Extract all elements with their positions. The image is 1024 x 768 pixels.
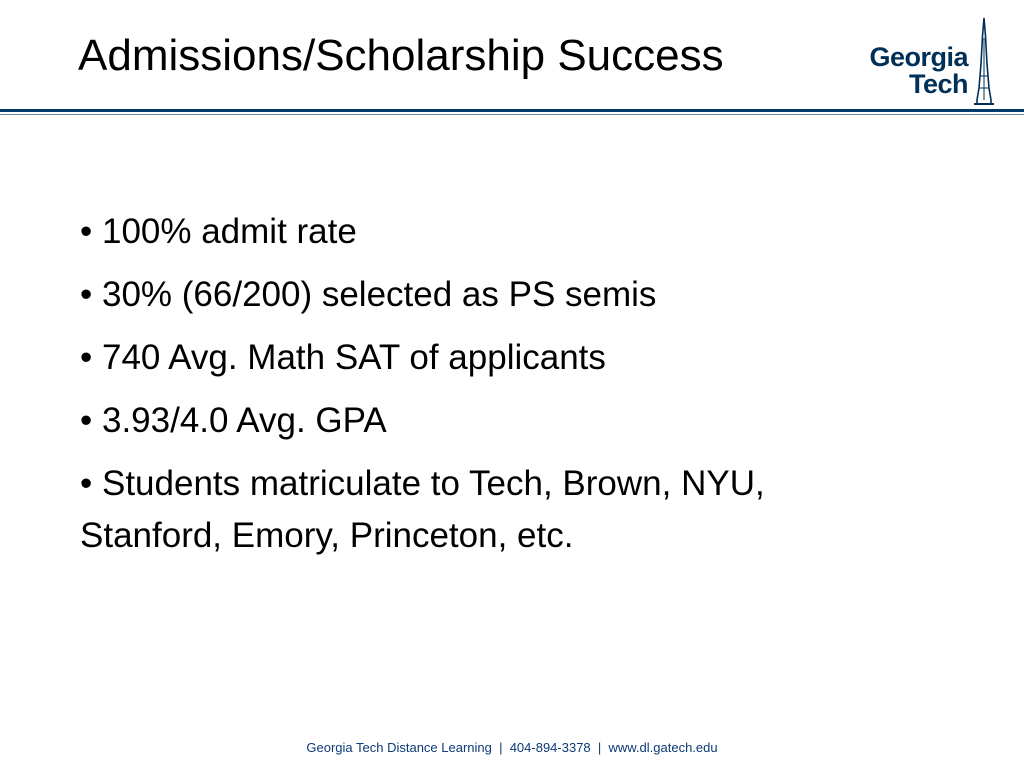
georgia-tech-logo (852, 16, 1002, 108)
footer-text: Georgia Tech Distance Learning | 404-894-3378 | www.dl.gatech.edu (306, 740, 718, 755)
tech-tower-icon (968, 16, 1000, 108)
slide-title: Admissions/Scholarship Success (78, 31, 724, 80)
footer-contact (0, 740, 1024, 756)
bullet-item: • 3.93/4.0 Avg. GPA (80, 401, 387, 440)
bullet-item: • 740 Avg. Math SAT of applicants (80, 338, 606, 377)
logo-line-tech: Tech (908, 69, 968, 99)
bullet-list (80, 206, 960, 573)
header-divider-thin (0, 114, 1024, 115)
header-divider (0, 109, 1024, 112)
bullet-item: • 100% admit rate (80, 212, 357, 251)
bullet-item: • 30% (66/200) selected as PS semis (80, 275, 657, 314)
bullet-item: • Students matriculate to Tech, Brown, NYU, Stanford, Emory, Princeton, etc. (80, 464, 765, 555)
logo-line-georgia: Georgia (869, 42, 968, 72)
